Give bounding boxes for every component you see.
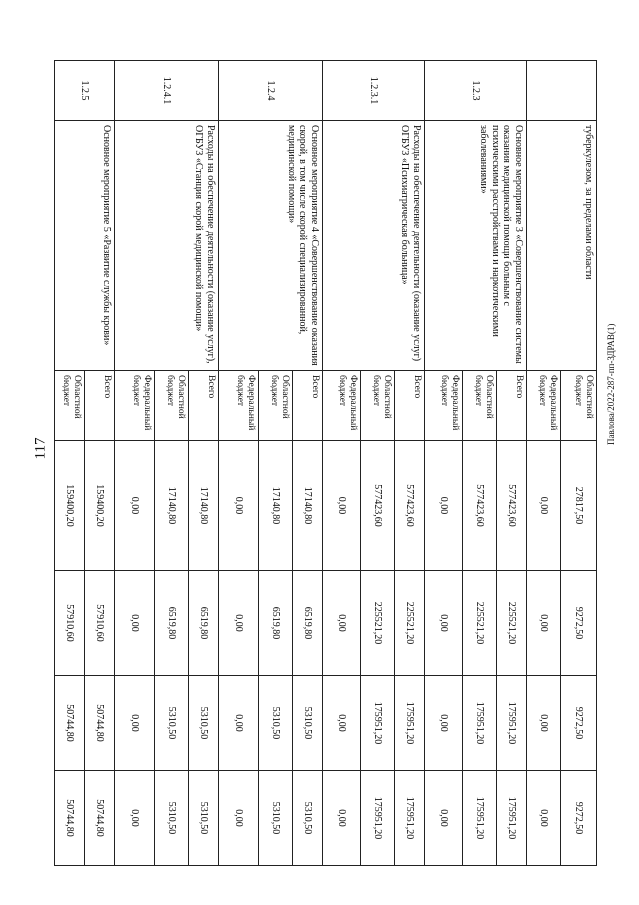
value-cell-v4: 175951,20 [463, 771, 497, 866]
table-row [497, 61, 527, 866]
value-cell-v1: 0,00 [323, 441, 361, 571]
table-row [561, 61, 597, 866]
value-cell-v4: 0,00 [527, 771, 561, 866]
funding-source: Федеральный бюджет [323, 371, 361, 441]
value-cell-v4: 175951,20 [361, 771, 395, 866]
value-cell-v3: 0,00 [425, 676, 463, 771]
funding-source: Федеральный бюджет [527, 371, 561, 441]
value-cell-v1: 159400,20 [85, 441, 115, 571]
value-cell-v2: 225521,20 [497, 571, 527, 676]
budget-table-body [55, 61, 597, 866]
value-cell-v3: 175951,20 [463, 676, 497, 771]
funding-source: Всего [497, 371, 527, 441]
funding-source: Областной бюджет [55, 371, 85, 441]
value-cell-v3: 175951,20 [361, 676, 395, 771]
table-row [293, 61, 323, 866]
value-cell-v3: 0,00 [323, 676, 361, 771]
value-cell-v1: 0,00 [425, 441, 463, 571]
value-cell-v1: 577423,60 [497, 441, 527, 571]
funding-source: Областной бюджет [361, 371, 395, 441]
funding-source: Областной бюджет [463, 371, 497, 441]
value-cell-v3: 0,00 [219, 676, 259, 771]
value-cell-v2: 6519,80 [293, 571, 323, 676]
row-name: Расходы на обеспечение деятельности (оказание услуг) ОГБУЗ «Психиатрическая больница» [323, 121, 425, 371]
value-cell-v4: 0,00 [323, 771, 361, 866]
funding-source: Всего [293, 371, 323, 441]
table-row [395, 61, 425, 866]
value-cell-v4: 5310,50 [155, 771, 189, 866]
value-cell-v3: 50744,80 [55, 676, 85, 771]
funding-source: Областной бюджет [561, 371, 597, 441]
value-cell-v2: 6519,80 [259, 571, 293, 676]
value-cell-v2: 225521,20 [361, 571, 395, 676]
value-cell-v4: 9272,50 [561, 771, 597, 866]
funding-source: Областной бюджет [155, 371, 189, 441]
value-cell-v1: 27817,50 [561, 441, 597, 571]
funding-source: Областной бюджет [259, 371, 293, 441]
value-cell-v3: 50744,80 [85, 676, 115, 771]
row-name: туберкулезом, за пределами области [527, 121, 597, 371]
value-cell-v1: 0,00 [527, 441, 561, 571]
value-cell-v4: 5310,50 [259, 771, 293, 866]
row-code [527, 61, 597, 121]
value-cell-v2: 6519,80 [189, 571, 219, 676]
value-cell-v1: 17140,80 [155, 441, 189, 571]
funding-source: Федеральный бюджет [115, 371, 155, 441]
value-cell-v2: 6519,80 [155, 571, 189, 676]
value-cell-v2: 0,00 [425, 571, 463, 676]
value-cell-v4: 5310,50 [293, 771, 323, 866]
funding-source: Федеральный бюджет [219, 371, 259, 441]
table-row [85, 61, 115, 866]
row-name: Основное мероприятие 3 «Совершенствование системы оказания медицинской помощи больным с психическими расстройствами и наркотическими заболеваниями» [425, 121, 527, 371]
value-cell-v1: 577423,60 [395, 441, 425, 571]
value-cell-v3: 175951,20 [497, 676, 527, 771]
row-code: 1.2.3 [425, 61, 527, 121]
value-cell-v4: 0,00 [219, 771, 259, 866]
value-cell-v2: 57910,60 [85, 571, 115, 676]
value-cell-v4: 175951,20 [395, 771, 425, 866]
value-cell-v1: 577423,60 [361, 441, 395, 571]
row-name: Основное мероприятие 4 «Совершенствование оказания скорой, в том числе скорой специализированной, медицинской помощи» [219, 121, 323, 371]
value-cell-v2: 0,00 [323, 571, 361, 676]
row-code: 1.2.3.1 [323, 61, 425, 121]
value-cell-v2: 0,00 [527, 571, 561, 676]
value-cell-v2: 225521,20 [395, 571, 425, 676]
funding-source: Федеральный бюджет [425, 371, 463, 441]
value-cell-v4: 0,00 [425, 771, 463, 866]
value-cell-v1: 0,00 [219, 441, 259, 571]
value-cell-v1: 17140,80 [293, 441, 323, 571]
page-number: 117 [32, 437, 49, 460]
row-name: Основное мероприятие 5 «Развитие службы крови» [55, 121, 115, 371]
value-cell-v2: 0,00 [115, 571, 155, 676]
budget-table [54, 60, 597, 866]
value-cell-v3: 0,00 [527, 676, 561, 771]
funding-source: Всего [189, 371, 219, 441]
value-cell-v3: 5310,50 [189, 676, 219, 771]
value-cell-v4: 175951,20 [497, 771, 527, 866]
value-cell-v1: 0,00 [115, 441, 155, 571]
value-cell-v3: 5310,50 [259, 676, 293, 771]
rotated-table-container [61, 60, 597, 865]
value-cell-v4: 50744,80 [85, 771, 115, 866]
value-cell-v1: 17140,80 [189, 441, 219, 571]
table-row [189, 61, 219, 866]
row-name: Расходы на обеспечение деятельности (оказание услуг), ОГБУЗ «Станция скорой медицинской помощи» [115, 121, 219, 371]
row-code: 1.2.5 [55, 61, 115, 121]
row-code: 1.2.4.1 [115, 61, 219, 121]
value-cell-v4: 0,00 [115, 771, 155, 866]
value-cell-v2: 225521,20 [463, 571, 497, 676]
value-cell-v1: 17140,80 [259, 441, 293, 571]
document-code: Павлова/2022-287-пп-ЗДРАВ(1) [606, 323, 616, 445]
value-cell-v1: 159400,20 [55, 441, 85, 571]
value-cell-v3: 175951,20 [395, 676, 425, 771]
value-cell-v3: 5310,50 [293, 676, 323, 771]
value-cell-v3: 5310,50 [155, 676, 189, 771]
value-cell-v3: 9272,50 [561, 676, 597, 771]
funding-source: Всего [85, 371, 115, 441]
value-cell-v1: 577423,60 [463, 441, 497, 571]
value-cell-v3: 0,00 [115, 676, 155, 771]
value-cell-v4: 50744,80 [55, 771, 85, 866]
funding-source: Всего [395, 371, 425, 441]
value-cell-v4: 5310,50 [189, 771, 219, 866]
row-code: 1.2.4 [219, 61, 323, 121]
value-cell-v2: 57910,60 [55, 571, 85, 676]
value-cell-v2: 0,00 [219, 571, 259, 676]
value-cell-v2: 9272,50 [561, 571, 597, 676]
